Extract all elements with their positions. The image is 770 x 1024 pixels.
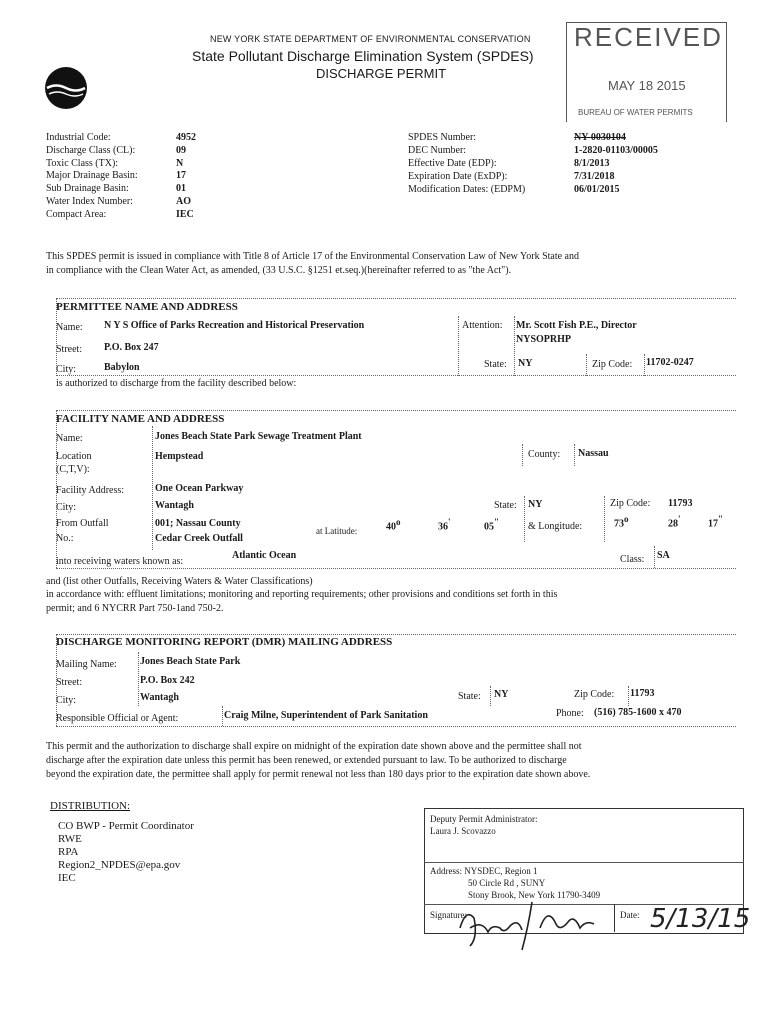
right-code-label: Effective Date (EDP):: [408, 158, 497, 169]
dmr-state-label: State:: [458, 691, 481, 702]
right-code-value: NY-0030104: [574, 132, 626, 143]
received-stamp: [566, 22, 726, 124]
admin-address-line-1: NYSDEC, Region 1: [464, 866, 538, 876]
left-code-value: 17: [176, 170, 186, 182]
facility-name: Jones Beach State Park Sewage Treatment Plant: [155, 431, 362, 442]
left-code-label: Discharge Class (CL):: [46, 144, 136, 156]
facility-outfall-line-1: 001; Nassau County: [155, 518, 241, 529]
longitude-minutes-value: 28: [668, 518, 678, 530]
latitude-minutes-value: 36: [438, 521, 448, 533]
facility-zip: 11793: [668, 498, 693, 509]
permittee-attention-line-2: NYSOPRHP: [516, 334, 571, 345]
facility-state: NY: [528, 499, 543, 510]
received-stamp-date: MAY 18 2015: [608, 78, 686, 93]
latitude-seconds-value: 05: [484, 521, 494, 533]
receiving-waters: Atlantic Ocean: [232, 550, 297, 561]
permittee-street: P.O. Box 247: [104, 342, 159, 353]
admin-label: Deputy Permit Administrator:: [430, 814, 538, 824]
left-code-label: Compact Area:: [46, 208, 107, 220]
right-code-value: 1-2820-01103/00005: [574, 145, 658, 156]
left-code-value: 09: [176, 144, 186, 156]
facility-city-label: City:: [56, 502, 77, 513]
facility-address-label: Facility Address:: [56, 485, 125, 496]
permittee-state: NY: [518, 358, 533, 369]
water-class-label: Class:: [620, 554, 645, 565]
facility-outfall-label-2: No.:: [56, 533, 74, 544]
permittee-attention-label: Attention:: [462, 320, 503, 331]
expiry-paragraph-line-1: This permit and the authorization to discharge shall expire on midnight of the expiration date shown above and the permittee shall not: [46, 741, 582, 752]
dmr-city: Wantagh: [140, 692, 179, 703]
permittee-state-label: State:: [484, 359, 507, 370]
distribution-item: RWE: [58, 833, 82, 845]
dmr-street-label: Street:: [56, 677, 83, 688]
longitude-degrees-value: 73: [614, 518, 624, 530]
facility-outfall-label-1: From Outfall: [56, 518, 109, 529]
distribution-heading: DISTRIBUTION:: [50, 800, 131, 812]
dmr-phone: (516) 785-1600 x 470: [594, 707, 682, 718]
permittee-name-label: Name:: [56, 322, 83, 333]
authorized-statement: is authorized to discharge from the facility described below:: [56, 378, 297, 389]
dmr-mailing-label: Mailing Name:: [56, 659, 117, 670]
left-code-label: Water Index Number:: [46, 196, 133, 207]
right-code-label: Modification Dates: (EDPM): [408, 184, 526, 195]
longitude-minutes: 28': [668, 514, 681, 530]
signature: [452, 898, 602, 957]
dmr-city-label: City:: [56, 695, 77, 706]
distribution-item: CO BWP - Permit Coordinator: [58, 820, 194, 832]
right-code-value: 06/01/2015: [574, 184, 620, 195]
right-code-value: 7/31/2018: [574, 171, 615, 182]
dmr-heading: DISCHARGE MONITORING REPORT (DMR) MAILING ADDRESS: [56, 636, 393, 648]
facility-location-label-2: (C,T,V):: [56, 464, 90, 475]
signature-label: Signature:: [430, 910, 467, 920]
permittee-street-label: Street:: [56, 344, 83, 355]
permittee-heading: PERMITTEE NAME AND ADDRESS: [56, 301, 238, 313]
left-code-value: 01: [176, 183, 186, 195]
system-title: State Pollutant Discharge Elimination System (SPDES): [192, 48, 534, 64]
permittee-name: N Y S Office of Parks Recreation and Historical Preservation: [104, 320, 365, 331]
latitude-minutes: 36': [438, 517, 451, 533]
latitude-degrees-value: 40: [386, 521, 396, 533]
intro-paragraph-line-2: in compliance with the Clean Water Act, as amended, (33 U.S.C. §1251 et.seq.)(hereinafter referred to as "the Act").: [46, 265, 512, 276]
longitude-label: & Longitude:: [528, 521, 583, 532]
left-code-value: AO: [176, 196, 191, 207]
right-code-label: SPDES Number:: [408, 132, 477, 143]
handwritten-date: 5/13/15: [650, 904, 751, 934]
admin-address-line-3: Stony Brook, New York 11790-3409: [468, 890, 601, 900]
facility-state-label: State:: [494, 500, 517, 511]
latitude-seconds: 05": [484, 517, 499, 533]
permittee-attention-line-1: Mr. Scott Fish P.E., Director: [516, 320, 637, 331]
admin-address-label: [430, 866, 538, 876]
facility-name-label: Name:: [56, 433, 83, 444]
left-code-value: N: [176, 157, 184, 169]
water-class: SA: [657, 550, 670, 561]
admin-name: Laura J. Scovazzo: [430, 826, 496, 836]
facility-zip-label: Zip Code:: [610, 498, 651, 509]
admin-address-line-2: 50 Circle Rd , SUNY: [468, 878, 546, 888]
longitude-seconds: 17": [708, 514, 723, 530]
distribution-item: RPA: [58, 846, 79, 858]
received-stamp-word: RECEIVED: [574, 22, 723, 52]
facility-county-label: County:: [528, 449, 561, 460]
conditions-line-2: in accordance with: effluent limitations; monitoring and reporting requirements; other provisions and conditions set forth in this: [46, 589, 558, 600]
dmr-street: P.O. Box 242: [140, 675, 195, 686]
receiving-waters-label: into receiving waters known as:: [56, 556, 184, 567]
dmr-official-label: Responsible Official or Agent:: [56, 713, 179, 724]
left-code-value: 4952: [176, 132, 196, 143]
latitude-degrees: 40o: [386, 517, 401, 533]
facility-location: Hempstead: [155, 451, 204, 462]
left-code-value: IEC: [176, 208, 194, 220]
left-code-label: Toxic Class (TX):: [46, 157, 119, 169]
distribution-item: IEC: [58, 872, 76, 884]
dmr-official: Craig Milne, Superintendent of Park Sanitation: [224, 710, 428, 721]
agency-name: NEW YORK STATE DEPARTMENT OF ENVIRONMENTAL CONSERVATION: [210, 34, 531, 44]
nysdec-logo: [44, 66, 88, 110]
distribution-item: Region2_NPDES@epa.gov: [58, 859, 181, 871]
permittee-city: Babylon: [104, 362, 140, 373]
permittee-zip-label: Zip Code:: [592, 359, 633, 370]
received-stamp-bureau: BUREAU OF WATER PERMITS: [578, 108, 693, 117]
right-code-value: 8/1/2013: [574, 158, 610, 169]
left-code-label: Sub Drainage Basin:: [46, 183, 129, 195]
right-code-label: DEC Number:: [408, 145, 467, 156]
longitude-seconds-value: 17: [708, 518, 718, 530]
conditions-line-3: permit; and 6 NYCRR Part 750-1and 750-2.: [46, 603, 224, 614]
facility-city: Wantagh: [155, 500, 194, 511]
left-code-label: Major Drainage Basin:: [46, 170, 138, 182]
admin-address-label-text: Address:: [430, 866, 462, 876]
expiry-paragraph-line-3: beyond the expiration date, the permittee shall apply for permit renewal not less than 180 days prior to the expiration date shown above.: [46, 769, 591, 780]
dmr-zip-label: Zip Code:: [574, 689, 615, 700]
dmr-zip: 11793: [630, 688, 655, 699]
dmr-phone-label: Phone:: [556, 708, 584, 719]
dmr-mailing-name: Jones Beach State Park: [140, 656, 241, 667]
date-label: Date:: [620, 910, 640, 920]
intro-paragraph-line-1: This SPDES permit is issued in compliance with Title 8 of Article 17 of the Environmental Conservation Law of New York State and: [46, 251, 579, 262]
latitude-label: at Latitude:: [316, 526, 358, 536]
permittee-city-label: City:: [56, 364, 77, 375]
facility-county: Nassau: [578, 448, 609, 459]
longitude-degrees: 73o: [614, 514, 629, 530]
right-code-label: Expiration Date (ExDP):: [408, 171, 508, 182]
conditions-line-1: and (list other Outfalls, Receiving Waters & Water Classifications): [46, 576, 313, 587]
facility-outfall-line-2: Cedar Creek Outfall: [155, 533, 243, 544]
expiry-paragraph-line-2: discharge after the expiration date unless this permit has been renewed, or extended pursuant to law. To be authorized to discharge: [46, 755, 567, 766]
permit-type-title: DISCHARGE PERMIT: [316, 66, 447, 81]
dmr-state: NY: [494, 689, 509, 700]
facility-address: One Ocean Parkway: [155, 483, 244, 494]
facility-heading: FACILITY NAME AND ADDRESS: [56, 413, 225, 425]
left-code-label: Industrial Code:: [46, 132, 111, 143]
facility-location-label-1: Location: [56, 451, 92, 462]
permittee-zip: 11702-0247: [646, 357, 694, 368]
